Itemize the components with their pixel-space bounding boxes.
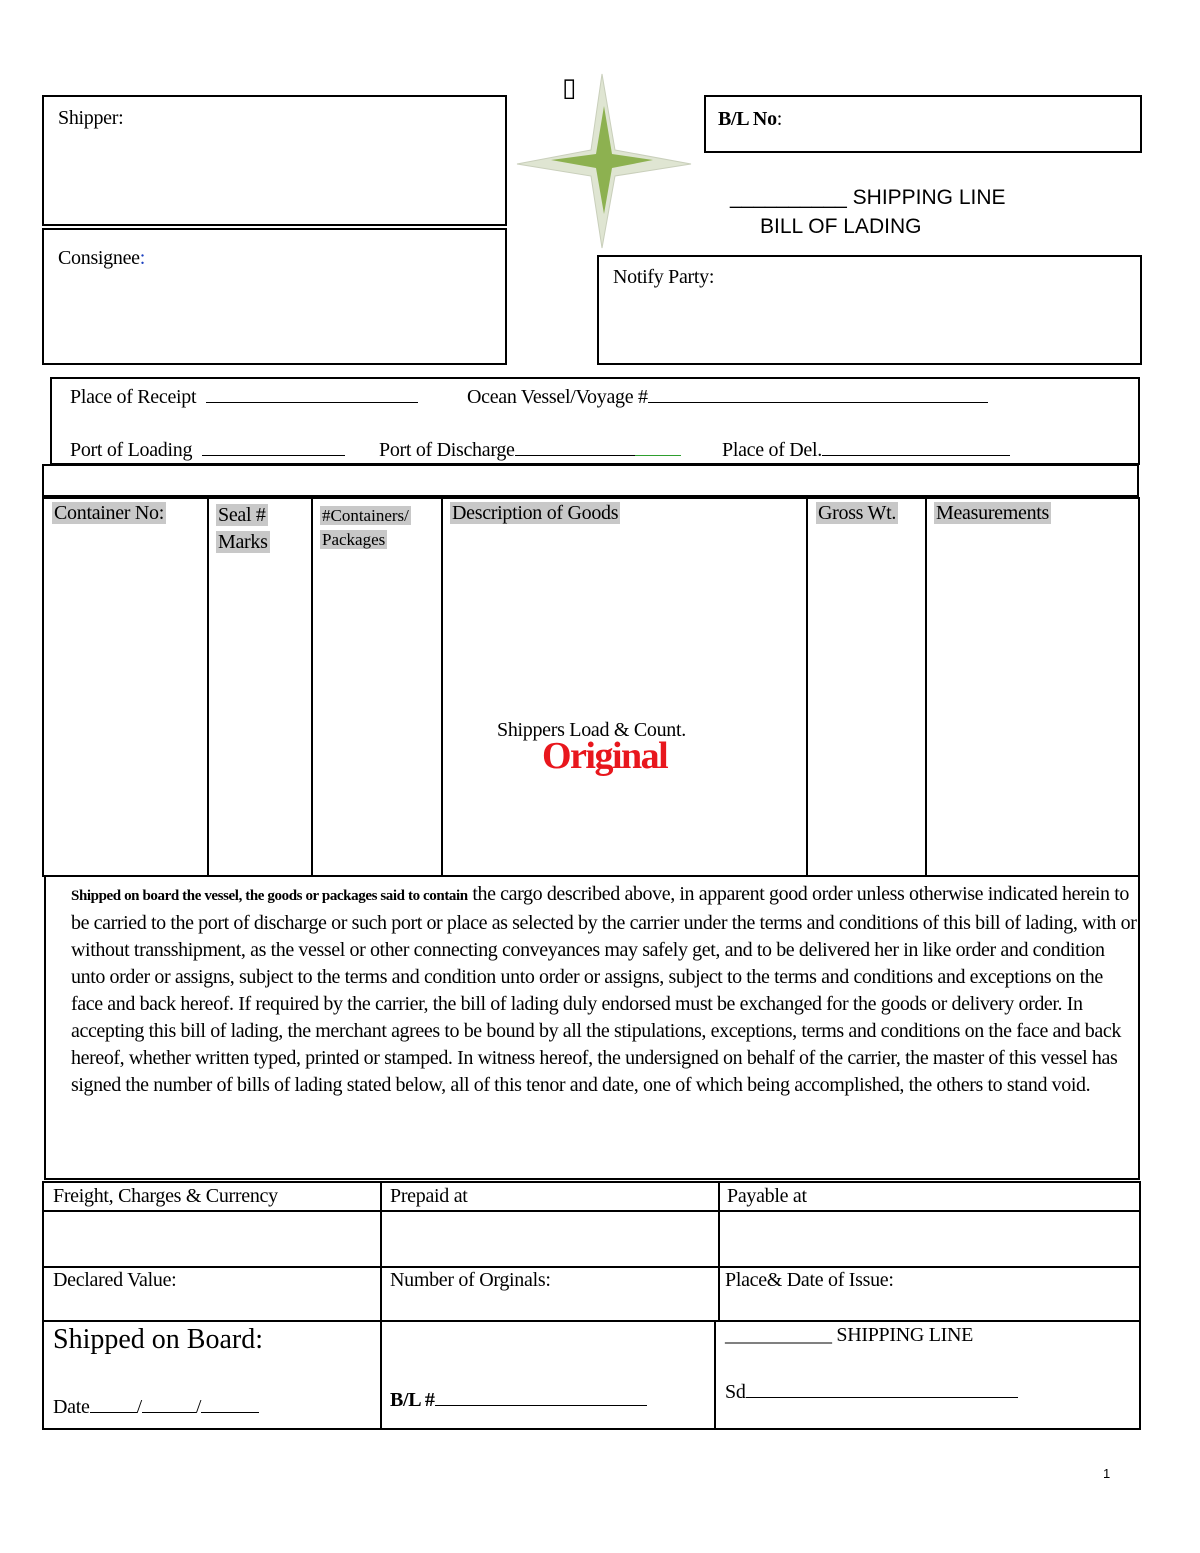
col-containers-packages: #Containers/ Packages — [322, 506, 409, 549]
placeholder-glyph: ▯ — [562, 72, 577, 102]
page-number: 1 — [1103, 1466, 1111, 1481]
bill-of-lading-title: BILL OF LADING — [760, 215, 922, 238]
place-of-delivery-field[interactable]: Place of Del. — [722, 437, 1010, 462]
terms-bold-lead: Shipped on board the vessel, the goods or packages said to contain — [71, 888, 468, 904]
declared-value-label: Declared Value: — [53, 1269, 177, 1291]
original-stamp: Original — [542, 735, 668, 777]
bl-number-label: B/L No: — [718, 108, 783, 130]
number-originals-label: Number of Orginals: — [390, 1269, 551, 1291]
footer-table — [42, 1181, 1141, 1430]
consignee-label: Consignee: — [58, 247, 145, 269]
terms-body: the cargo described above, in apparent good order unless otherwise indicated herein to be carried to the port of discharge or such port or place as selected by the carrier under the terms and conditions of this bill of lading, with or without transshipment, as the vessel or other connecting conveyances may safely get, and to be delivered her in like order and condition unto order or assigns, subject to the terms and condition unto order or assigns, subject to the terms and conditions and exceptions on the face and back hereof. If required by the carrier, the bill of lading duly endorsed must be exchanged for the goods or delivery order. In accepting this bill of lading, the merchant agrees to be bound by all the stipulations, exceptions, terms and conditions on the face and back hereof, whether written typed, printed or stamped. In witness hereof, the undersigned on behalf of the carrier, the master of this vessel has signed the number of bills of lading stated below, all of this tenor and date, one of which being accomplished, the others to stand void. — [71, 883, 1137, 1096]
freight-label: Freight, Charges & Currency — [53, 1185, 278, 1207]
prepaid-input[interactable] — [384, 1213, 716, 1264]
ocean-vessel-field[interactable]: Ocean Vessel/Voyage # — [467, 384, 988, 409]
blank-row — [42, 464, 1139, 497]
terms-text — [71, 881, 1139, 1099]
freight-input[interactable] — [46, 1213, 378, 1264]
shipping-line-title: __________ SHIPPING LINE — [730, 186, 1006, 209]
bl-hash-field[interactable]: B/L # — [390, 1387, 647, 1412]
star-logo-icon — [515, 72, 695, 252]
date-field[interactable]: Date / / — [53, 1394, 259, 1419]
place-date-issue-label: Place& Date of Issue: — [725, 1269, 894, 1291]
col-measurements: Measurements — [936, 502, 1050, 524]
col-container-no: Container No: — [54, 502, 164, 524]
terms-box — [44, 877, 1140, 1180]
cargo-table — [42, 497, 1140, 877]
bl-number-box[interactable] — [704, 95, 1142, 153]
port-of-discharge-field[interactable]: Port of Discharge — [379, 437, 681, 462]
place-of-receipt-field[interactable]: Place of Receipt — [70, 384, 418, 409]
col-description: Description of Goods — [452, 502, 619, 524]
consignee-box[interactable] — [42, 228, 507, 365]
payable-label: Payable at — [727, 1185, 807, 1207]
routing-box — [50, 377, 1140, 465]
col-gross-weight: Gross Wt. — [818, 502, 897, 524]
port-of-loading-field[interactable]: Port of Loading — [70, 437, 345, 462]
footer-shipping-line: ___________ SHIPPING LINE — [725, 1324, 974, 1346]
shipper-box[interactable] — [42, 95, 507, 226]
prepaid-label: Prepaid at — [390, 1185, 468, 1207]
signature-field[interactable]: Sd — [725, 1379, 1018, 1404]
col-seal-marks: Seal # Marks — [218, 504, 268, 553]
shipper-label: Shipper: — [58, 107, 124, 129]
notify-party-box[interactable] — [597, 255, 1142, 365]
payable-input[interactable] — [722, 1213, 1139, 1264]
notify-party-label: Notify Party: — [613, 266, 715, 288]
shipped-on-board-label: Shipped on Board: — [53, 1324, 263, 1355]
shippers-load-note: Shippers Load & Count. — [497, 719, 686, 741]
